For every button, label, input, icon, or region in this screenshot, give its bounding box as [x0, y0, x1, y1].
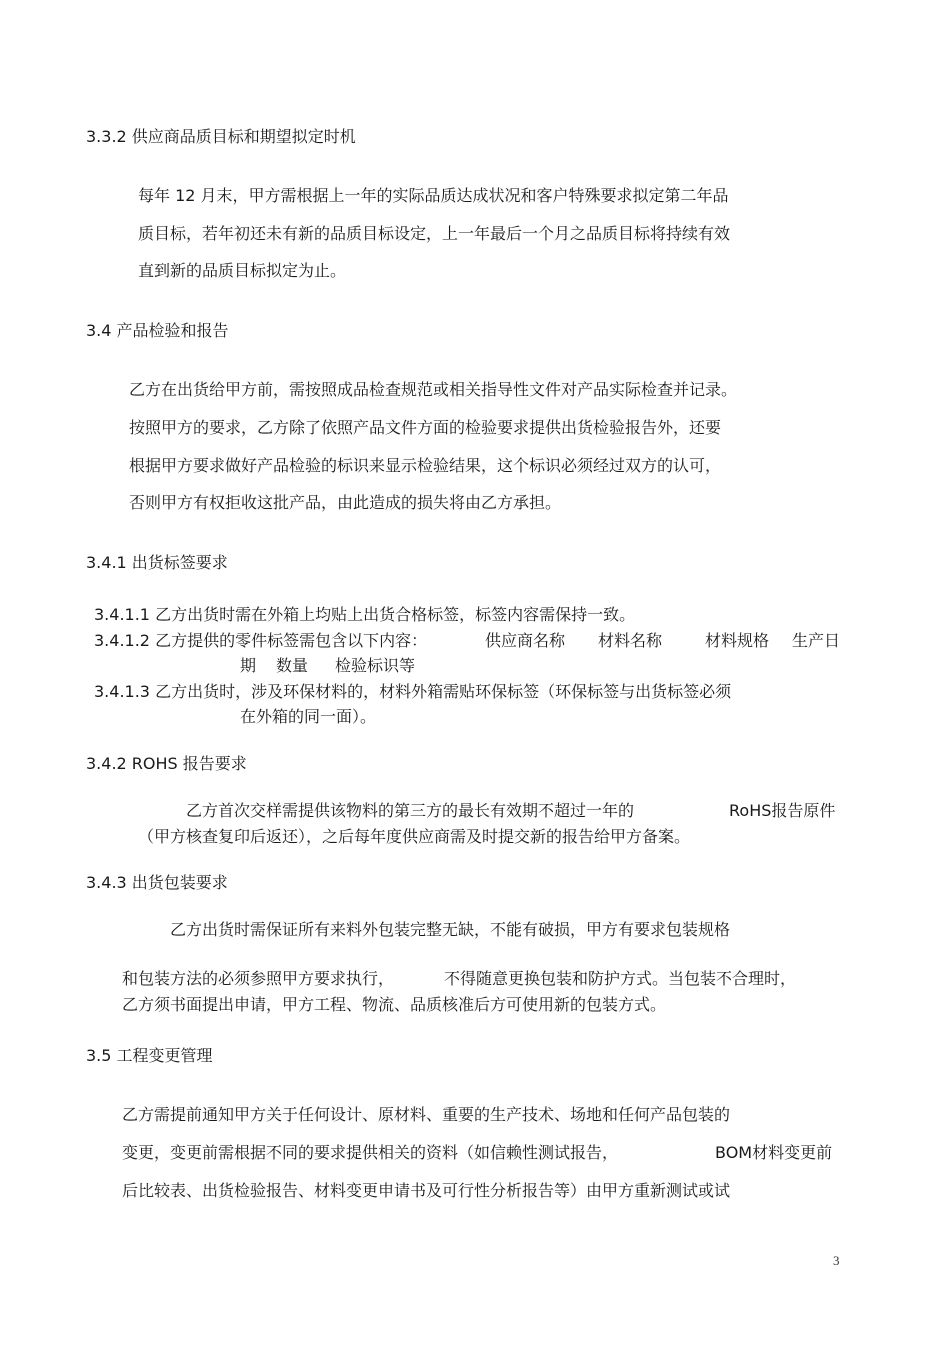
- paragraph-line: 乙方在出货给甲方前，需按照成品检查规范或相关指导性文件对产品实际检查并记录。: [129, 380, 738, 399]
- paragraph-line: 质目标，若年初还未有新的品质目标设定，上一年最后一个月之品质目标将持续有效: [138, 224, 731, 243]
- paragraph-line: BOM材料变更前: [715, 1143, 833, 1162]
- paragraph-line: （甲方核查复印后返还），之后每年度供应商需及时提交新的报告给甲方备案。: [138, 827, 691, 846]
- section-heading-3-5: 3.5 工程变更管理: [86, 1046, 213, 1065]
- page-number: 3: [833, 1253, 840, 1268]
- paragraph-line: 乙方需提前通知甲方关于任何设计、原材料、重要的生产技术、场地和任何产品包装的: [122, 1105, 731, 1124]
- list-item-3-4-1-3: 3.4.1.3 乙方出货时，涉及环保材料的，材料外箱需贴环保标签（环保标签与出货标签必须: [94, 682, 732, 701]
- paragraph-line: 根据甲方要求做好产品检验的标识来显示检验结果，这个标识必须经过双方的认可，: [129, 456, 722, 475]
- label-field-material-spec: 材料规格: [705, 631, 770, 650]
- paragraph-line: 不得随意更换包装和防护方式。当包装不合理时，: [444, 969, 797, 988]
- label-field-material-name: 材料名称: [598, 631, 663, 650]
- paragraph-line: 每年 12 月末，甲方需根据上一年的实际品质达成状况和客户特殊要求拟定第二年品: [138, 186, 729, 205]
- label-field-supplier-name: 供应商名称: [485, 631, 566, 650]
- paragraph-line: 乙方首次交样需提供该物料的第三方的最长有效期不超过一年的: [186, 801, 635, 820]
- list-item-3-4-1-2: 3.4.1.2 乙方提供的零件标签需包含以下内容：: [94, 631, 428, 650]
- section-heading-3-4-1: 3.4.1 出货标签要求: [86, 553, 228, 572]
- section-heading-3-4-3: 3.4.3 出货包装要求: [86, 873, 228, 892]
- paragraph-line: 直到新的品质目标拟定为止。: [138, 261, 347, 280]
- list-item-3-4-1-1: 3.4.1.1 乙方出货时需在外箱上均贴上出货合格标签，标签内容需保持一致。: [94, 605, 636, 624]
- label-field-date-cont: 期: [240, 656, 257, 675]
- paragraph-line: RoHS报告原件: [729, 801, 836, 820]
- paragraph-line: 乙方须书面提出申请，甲方工程、物流、品质核准后方可使用新的包装方式。: [122, 995, 667, 1014]
- section-heading-3-3-2: 3.3.2 供应商品质目标和期望拟定时机: [86, 127, 356, 146]
- paragraph-line: 变更，变更前需根据不同的要求提供相关的资料（如信赖性测试报告，: [122, 1143, 619, 1162]
- label-field-quantity: 数量: [276, 656, 309, 675]
- paragraph-line: 否则甲方有权拒收这批产品，由此造成的损失将由乙方承担。: [129, 493, 562, 512]
- section-heading-3-4: 3.4 产品检验和报告: [86, 321, 229, 340]
- section-heading-3-4-2: 3.4.2 ROHS 报告要求: [86, 754, 247, 773]
- paragraph-line: 乙方出货时需保证所有来料外包装完整无缺，不能有破损，甲方有要求包装规格: [170, 920, 731, 939]
- paragraph-line: 后比较表、出货检验报告、材料变更申请书及可行性分析报告等）由甲方重新测试或试: [122, 1181, 731, 1200]
- list-item-3-4-1-3-cont: 在外箱的同一面）。: [240, 707, 377, 726]
- label-field-inspection-mark: 检验标识等: [335, 656, 416, 675]
- paragraph-line: 和包装方法的必须参照甲方要求执行，: [122, 969, 395, 988]
- paragraph-line: 按照甲方的要求，乙方除了依照产品文件方面的检验要求提供出货检验报告外，还要: [129, 418, 722, 437]
- label-field-production-date: 生产日: [792, 631, 841, 650]
